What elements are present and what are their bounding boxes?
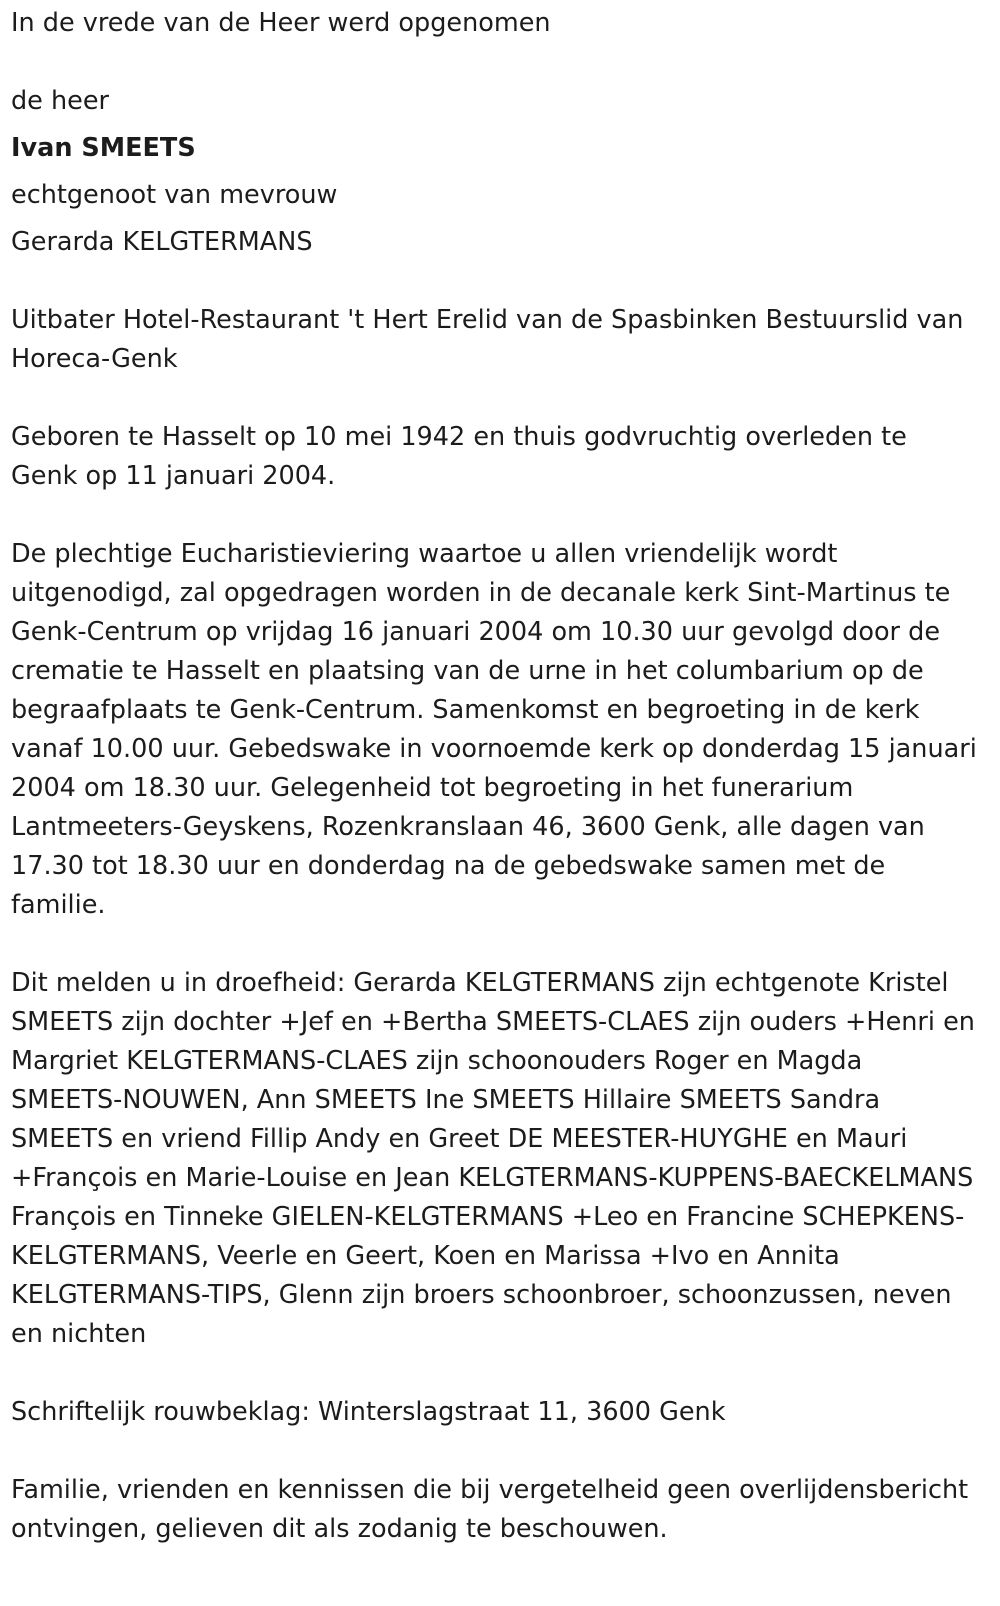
title-prefix: de heer xyxy=(11,86,110,116)
spacer xyxy=(11,1354,980,1393)
ceremony-text: De plechtige Eucharistieviering waartoe u allen vriendelijk wordt uitgenodigd, zal opgedragen worden in de decanale kerk Sint-Martinus te Genk-Centrum op vrijdag 16 januari 2004 om 10.30 uur gevolgd door de crematie te Hasselt en plaatsing van de urne in het columbarium op de begraafplaats te Genk-Centrum. Samenkomst en begroeting in de kerk vanaf 10.00 uur. Gebedswake in voornoemde kerk op donderdag 15 januari 2004 om 18.30 uur. Gelegenheid tot begroeting in het funerarium Lantmeeters-Geyskens, Rozenkranslaan 46, 3600 Genk, alle dagen van 17.30 tot 18.30 uur en donderdag na de gebedswake samen met de familie. xyxy=(11,539,977,920)
spacer xyxy=(11,1432,980,1471)
spouse-name: Gerarda KELGTERMANS xyxy=(11,227,313,257)
spouse-intro: echtgenoot van mevrouw xyxy=(11,180,338,210)
intro-text: In de vrede van de Heer werd opgenomen xyxy=(11,8,551,38)
spacer xyxy=(11,496,980,535)
birth-death-text: Geboren te Hasselt op 10 mei 1942 en thuis godvruchtig overleden te Genk op 11 januari 2004. xyxy=(11,422,907,491)
spacer xyxy=(11,925,980,964)
family-text: Dit melden u in droefheid: Gerarda KELGTERMANS zijn echtgenote Kristel SMEETS zijn dochter +Jef en +Bertha SMEETS-CLAES zijn ouders +Henri en Margriet KELGTERMANS-CLAES zijn schoonouders Roger en Magda SMEETS-NOUWEN, Ann SMEETS Ine SMEETS Hillaire SMEETS Sandra SMEETS en vriend Fillip Andy en Greet DE MEESTER-HUYGHE en Mauri +François en Marie-Louise en Jean KELGTERMANS-KUPPENS-BAECKELMANS François en Tinneke GIELEN-KELGTERMANS +Leo en Francine SCHEPKENS-KELGTERMANS, Veerle en Geert, Koen en Marissa +Ivo en Annita KELGTERMANS-TIPS, Glenn zijn broers schoonbroer, schoonzussen, neven en nichten xyxy=(11,968,975,1349)
spacer xyxy=(11,379,980,418)
spacer xyxy=(11,262,980,301)
spacer xyxy=(11,43,980,82)
occupation-text: Uitbater Hotel-Restaurant 't Hert Erelid van de Spasbinken Bestuurslid van Horeca-Genk xyxy=(11,305,964,374)
condolence-address: Schriftelijk rouwbeklag: Winterslagstraat 11, 3600 Genk xyxy=(11,1397,726,1427)
closing-text: Familie, vrienden en kennissen die bij vergetelheid geen overlijdensbericht ontvingen, gelieven dit als zodanig te beschouwen. xyxy=(11,1475,969,1544)
deceased-name: Ivan SMEETS xyxy=(11,133,196,163)
